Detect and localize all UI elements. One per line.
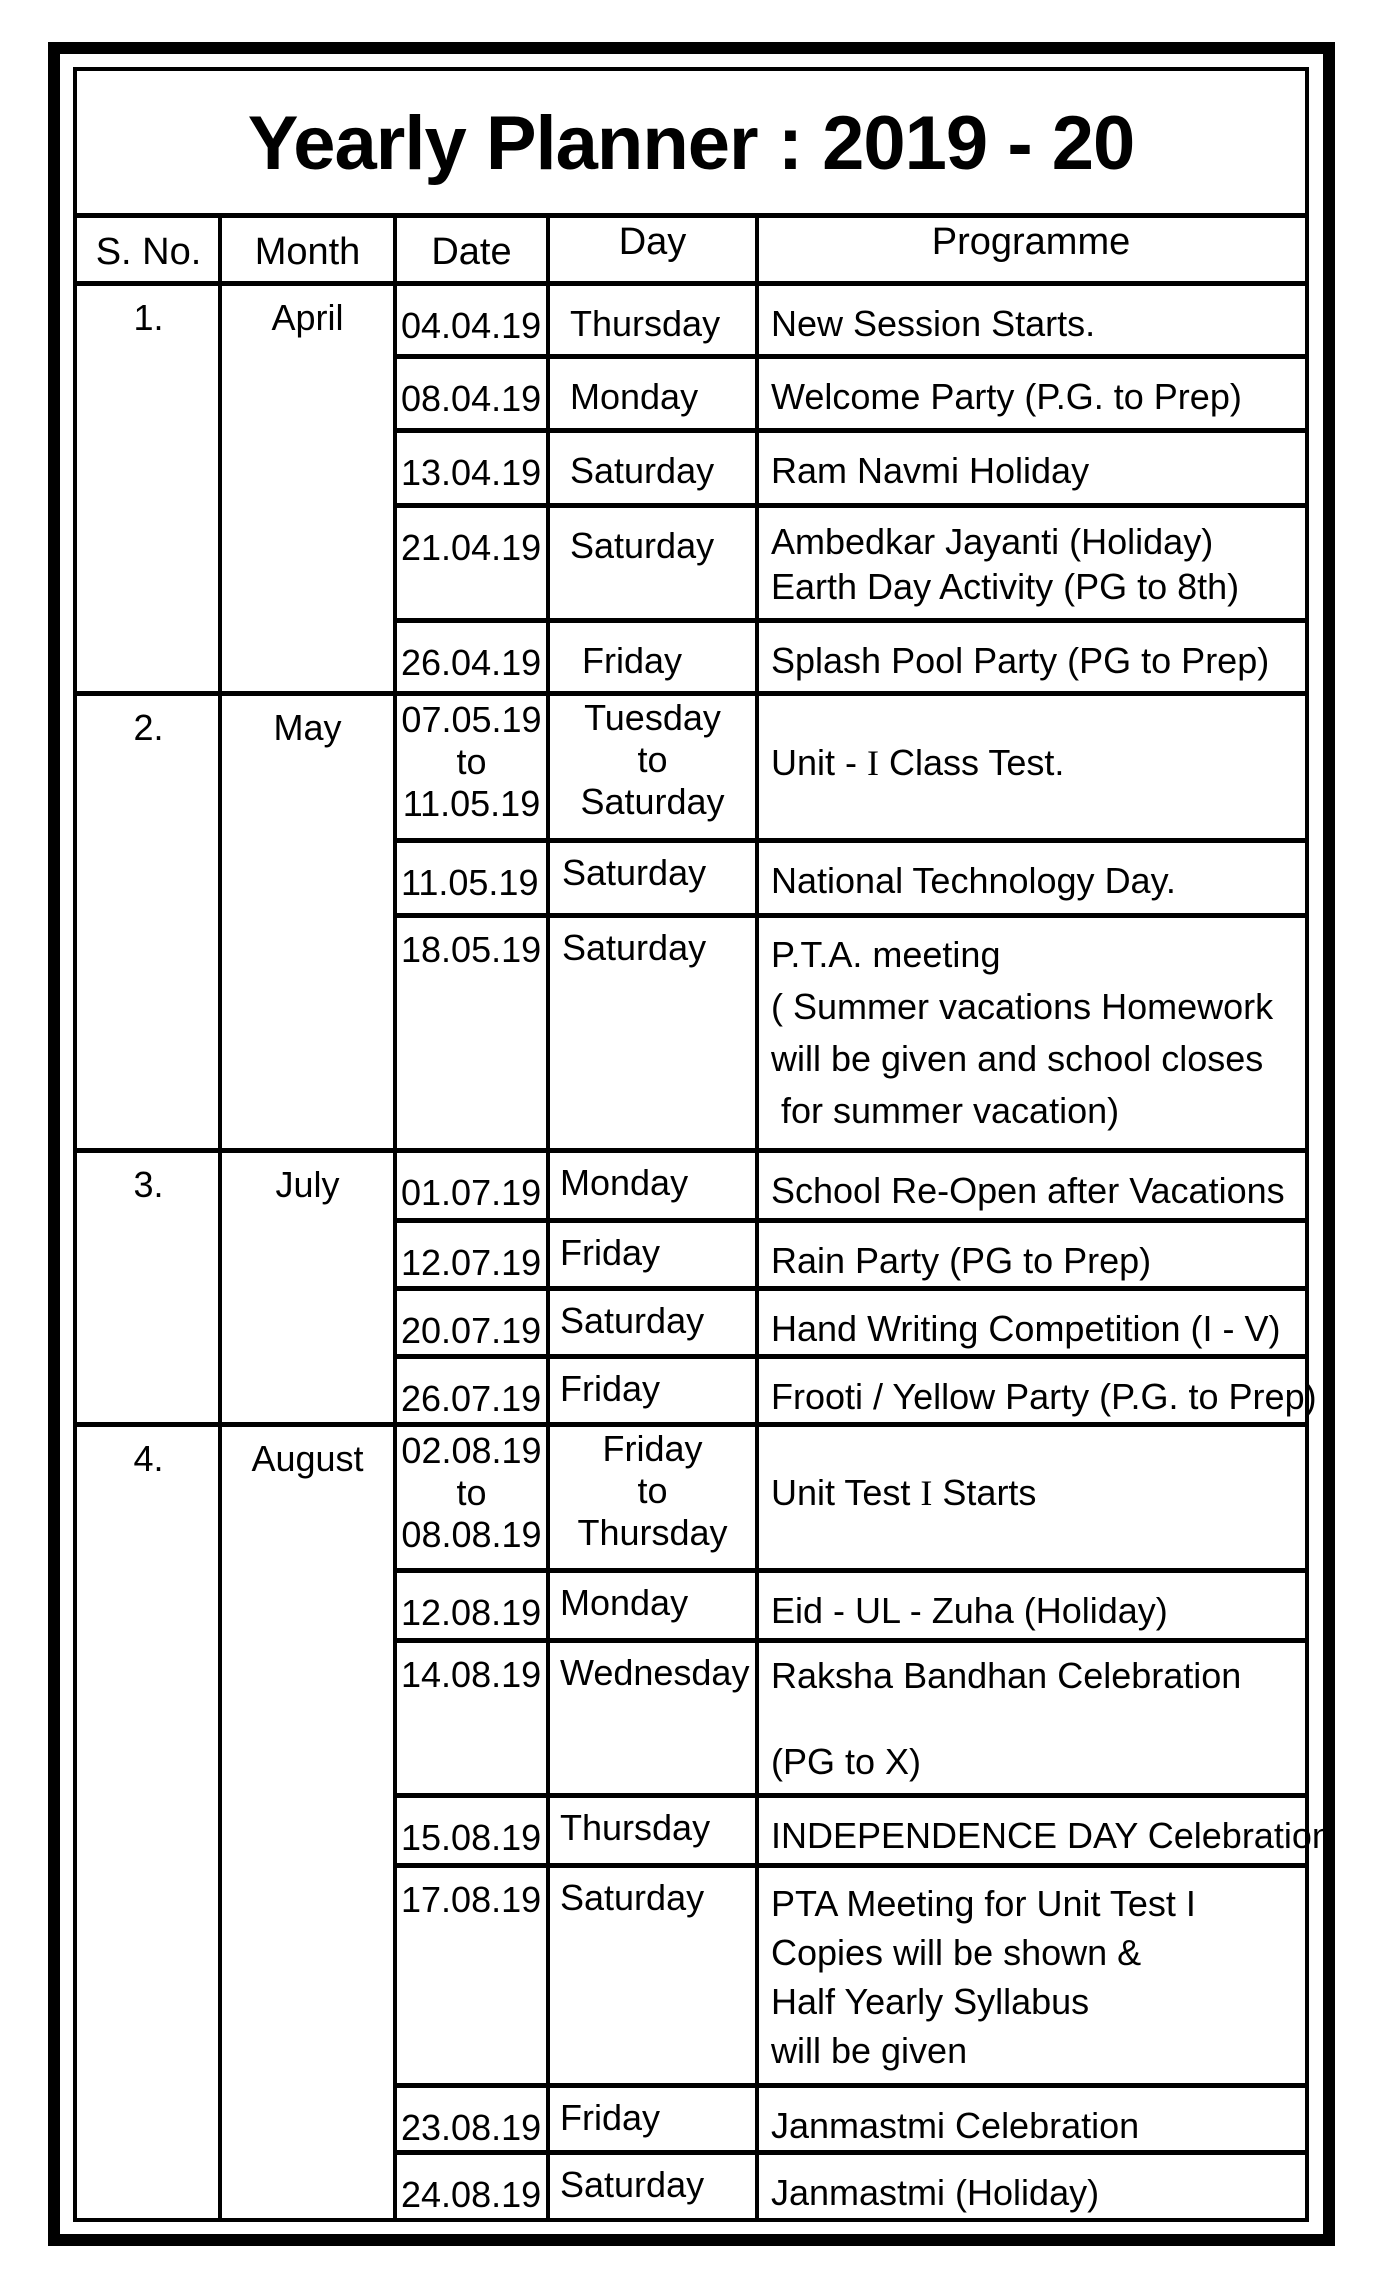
event-day: Thursday bbox=[570, 303, 721, 344]
column-divider bbox=[546, 693, 550, 840]
event-date: 26.04.19 bbox=[401, 642, 542, 683]
roman-numeral: I bbox=[867, 743, 880, 783]
event-programme: Hand Writing Competition (I - V) bbox=[771, 1308, 1281, 1349]
event-programme: Raksha Bandhan Celebration (PG to X) bbox=[771, 1655, 1242, 1782]
column-divider bbox=[546, 2085, 550, 2152]
column-divider bbox=[755, 693, 759, 840]
header-programme: Programme bbox=[931, 221, 1131, 263]
event-date: 15.08.19 bbox=[401, 1817, 542, 1858]
event-date: 23.08.19 bbox=[401, 2107, 542, 2148]
event-day: Wednesday bbox=[560, 1652, 750, 1693]
event-date: 12.08.19 bbox=[401, 1592, 542, 1633]
serial-number: 1. bbox=[133, 297, 164, 338]
column-divider bbox=[755, 430, 759, 505]
event-day: Monday bbox=[570, 376, 699, 417]
event-programme: School Re-Open after Vacations bbox=[771, 1170, 1285, 1211]
column-divider bbox=[755, 1356, 759, 1424]
column-divider bbox=[546, 505, 550, 620]
event-date: 12.07.19 bbox=[401, 1242, 542, 1283]
event-date: 11.05.19 bbox=[401, 862, 539, 903]
header-column-divider bbox=[218, 215, 222, 283]
column-divider bbox=[755, 840, 759, 915]
header-column-divider bbox=[546, 215, 550, 283]
event-programme: Rain Party (PG to Prep) bbox=[771, 1240, 1152, 1281]
event-programme: INDEPENDENCE DAY Celebration bbox=[771, 1815, 1332, 1856]
event-programme: Splash Pool Party (PG to Prep) bbox=[771, 640, 1270, 681]
column-divider bbox=[218, 1150, 222, 1424]
column-divider bbox=[546, 430, 550, 505]
event-date: 04.04.19 bbox=[401, 305, 542, 346]
column-divider bbox=[755, 620, 759, 693]
event-day: Tuesday to Saturday bbox=[580, 697, 725, 822]
serial-number: 2. bbox=[133, 707, 164, 748]
month-name: July bbox=[275, 1164, 340, 1205]
column-divider bbox=[755, 1220, 759, 1288]
column-divider bbox=[755, 1288, 759, 1356]
event-programme: National Technology Day. bbox=[771, 860, 1176, 901]
column-divider bbox=[755, 356, 759, 430]
event-day: Saturday bbox=[560, 2164, 705, 2205]
event-day: Saturday bbox=[570, 450, 715, 491]
column-divider bbox=[546, 1570, 550, 1640]
column-divider bbox=[755, 2152, 759, 2222]
column-divider bbox=[755, 1150, 759, 1220]
event-date: 08.04.19 bbox=[401, 378, 542, 419]
event-day: Monday bbox=[560, 1582, 689, 1623]
event-day: Friday bbox=[560, 1232, 661, 1273]
column-divider bbox=[546, 1220, 550, 1288]
event-programme: Unit Test I Starts bbox=[771, 1472, 1037, 1513]
column-divider bbox=[755, 915, 759, 1150]
column-divider bbox=[546, 915, 550, 1150]
column-divider bbox=[755, 1424, 759, 1570]
serial-number: 3. bbox=[133, 1164, 164, 1205]
event-programme: Eid - UL - Zuha (Holiday) bbox=[771, 1590, 1168, 1631]
event-day: Friday bbox=[560, 2097, 661, 2138]
column-divider bbox=[218, 1424, 222, 2222]
header-sno: S. No. bbox=[95, 231, 202, 273]
event-date: 20.07.19 bbox=[401, 1310, 542, 1351]
event-day: Saturday bbox=[570, 525, 715, 566]
event-programme: Frooti / Yellow Party (P.G. to Prep) bbox=[771, 1376, 1317, 1417]
serial-number: 4. bbox=[133, 1438, 164, 1479]
event-programme: New Session Starts. bbox=[771, 303, 1096, 344]
column-divider bbox=[218, 693, 222, 1150]
column-divider bbox=[755, 505, 759, 620]
event-day: Thursday bbox=[560, 1807, 711, 1848]
event-programme: Ram Navmi Holiday bbox=[771, 450, 1090, 491]
event-programme: Janmastmi Celebration bbox=[771, 2105, 1140, 2146]
column-divider bbox=[755, 1795, 759, 1865]
event-programme: P.T.A. meeting ( Summer vacations Homework will be given and school closes for summer vacation) bbox=[771, 934, 1274, 1131]
column-divider bbox=[546, 1288, 550, 1356]
event-date: 18.05.19 bbox=[401, 929, 542, 970]
column-divider bbox=[546, 840, 550, 915]
event-programme: Ambedkar Jayanti (Holiday) Earth Day Activity (PG to 8th) bbox=[771, 521, 1240, 607]
header-day: Day bbox=[618, 221, 687, 263]
event-date: 26.07.19 bbox=[401, 1378, 542, 1419]
header-date: Date bbox=[431, 231, 512, 273]
column-divider bbox=[546, 283, 550, 356]
event-programme: Janmastmi (Holiday) bbox=[771, 2172, 1100, 2213]
event-day: Friday bbox=[560, 1368, 661, 1409]
event-programme: PTA Meeting for Unit Test I Copies will be shown & Half Yearly Syllabus will be given bbox=[771, 1883, 1196, 2071]
event-programme: Unit - I Class Test. bbox=[771, 742, 1065, 783]
column-divider bbox=[218, 283, 222, 693]
event-date: 17.08.19 bbox=[401, 1879, 542, 1920]
event-date: 21.04.19 bbox=[401, 527, 542, 568]
event-day: Saturday bbox=[560, 1877, 705, 1918]
event-day: Friday to Thursday bbox=[577, 1428, 728, 1553]
column-divider bbox=[546, 356, 550, 430]
header-month: Month bbox=[254, 231, 361, 273]
column-divider bbox=[546, 1865, 550, 2085]
column-divider bbox=[546, 620, 550, 693]
column-divider bbox=[546, 1640, 550, 1795]
column-divider bbox=[755, 1640, 759, 1795]
page-title: Yearly Planner : 2019 - 20 bbox=[247, 100, 1135, 186]
event-date: 14.08.19 bbox=[401, 1654, 542, 1695]
event-date: 13.04.19 bbox=[401, 452, 542, 493]
column-divider bbox=[546, 2152, 550, 2222]
column-divider bbox=[755, 2085, 759, 2152]
month-name: May bbox=[273, 707, 342, 748]
event-day: Monday bbox=[560, 1162, 689, 1203]
event-day: Friday bbox=[582, 640, 683, 681]
event-programme: Welcome Party (P.G. to Prep) bbox=[771, 376, 1242, 417]
roman-numeral: I bbox=[920, 1473, 933, 1513]
column-divider bbox=[755, 1570, 759, 1640]
month-name: August bbox=[251, 1438, 364, 1479]
event-date: 01.07.19 bbox=[401, 1172, 542, 1213]
header-column-divider bbox=[755, 215, 759, 283]
header-column-divider bbox=[393, 215, 397, 283]
event-day: Saturday bbox=[560, 1300, 705, 1341]
planner-table bbox=[73, 67, 1332, 2222]
event-day: Saturday bbox=[562, 927, 707, 968]
event-date: 07.05.19 to 11.05.19 bbox=[401, 699, 542, 824]
event-day: Saturday bbox=[562, 852, 707, 893]
column-divider bbox=[755, 283, 759, 356]
column-divider bbox=[546, 1424, 550, 1570]
column-divider bbox=[546, 1356, 550, 1424]
column-divider bbox=[546, 1150, 550, 1220]
column-divider bbox=[755, 1865, 759, 2085]
column-divider bbox=[546, 1795, 550, 1865]
event-date: 02.08.19 to 08.08.19 bbox=[401, 1430, 542, 1555]
event-date: 24.08.19 bbox=[401, 2174, 542, 2215]
month-name: April bbox=[271, 297, 344, 338]
